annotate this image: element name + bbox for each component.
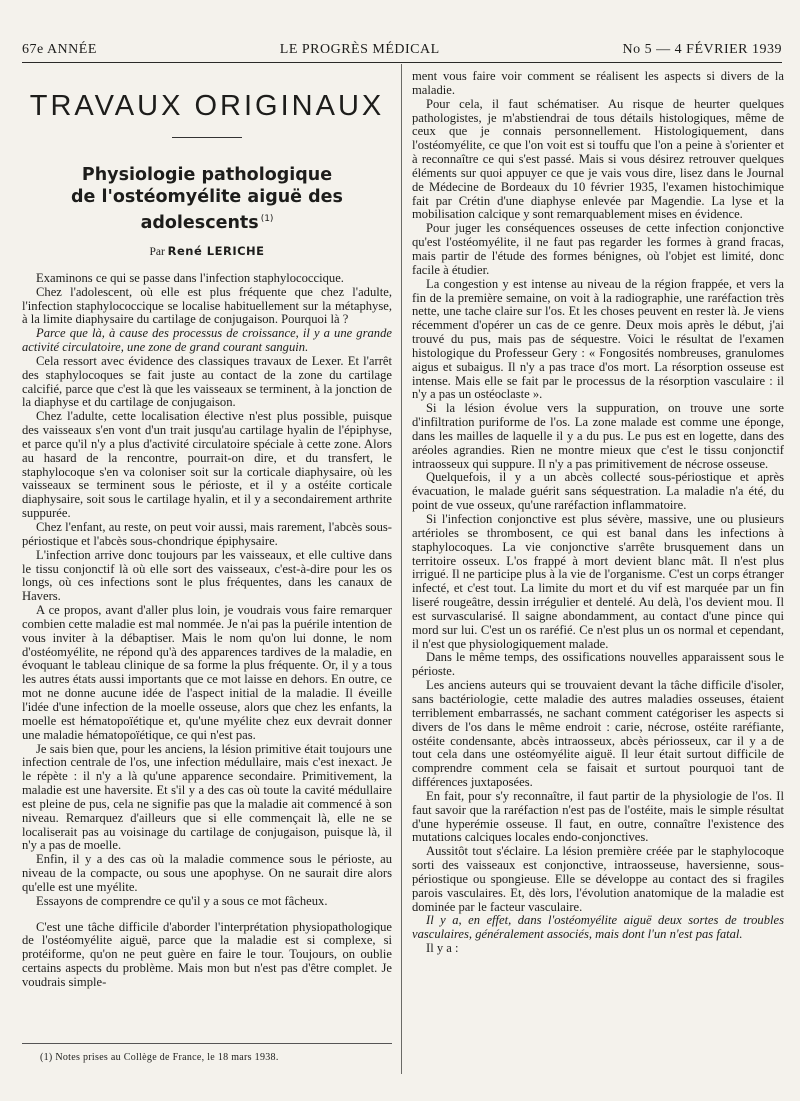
paragraph: Chez l'adulte, cette localisation élective n'est plus possible, puisque des vaisseaux s'en vont d'un trait jusqu'au cartilage hyalin de l'épiphyse, et parce qu'il n'y a plus d'activité circulatoire spéciale à cette zone. Alors au hasard de la rencontre, pourrait-on dire, et du transfert, le staphylocoque s'en va coloniser soit sur la corticale diaphysaire, où les vaisseaux se terminent sous le périoste, et il y a ostéite corticale diaphysaire, soit sous le cartilage hyalin, et il y a secondairement arthrite suppurée. (22, 409, 392, 521)
header-issue-date: No 5 — 4 FÉVRIER 1939 (622, 42, 782, 57)
paragraph: La congestion y est intense au niveau de la région frappée, et vers la fin de la première semaine, on voit à la radiographie, une raréfaction très nette, une tache claire sur l'os. Et les choses peuvent en rester là. Je viens récemment d'opérer un cas de ce genre. Deux mois après le début, j'ai trouvé du pus, mais pas de séquestre. Voici le résultat de l'examen histologique du Professeur Gery : « Fongosités nombreuses, granulomes aigus et subaigus. Il n'y a pas trace d'os mort. La résorption osseuse est intense. Mais elle se fait par le processus de la résorption vasculaire : il n'y a pas un ostéoclaste ». (412, 276, 784, 402)
footnote-ref: (1) (260, 214, 274, 224)
paragraph: Chez l'adolescent, où elle est plus fréquente que chez l'adulte, l'infection staphylococcique se localise habituellement sur la métaphyse, à la limite diaphysaire du cartilage de conjugaison. Pourquoi là ? (22, 284, 392, 327)
byline-author: René LERICHE (167, 243, 265, 258)
paragraph: Examinons ce qui se passe dans l'infection staphylococcique. (36, 270, 344, 285)
section-heading: TRAVAUX ORIGINAUX (29, 90, 385, 122)
paragraph: Si la lésion évolue vers la suppuration, on trouve une sorte d'infiltration puriforme de l'os. La zone malade est comme une éponge, dans les mailles de laquelle il y a du pus. Le pus est en logette, dans des aréoles agrandies. Rien ne montre mieux que c'est le tissu conjonctif intraosseux qui suppure. Il n'y a pas primitivement de nécrose osseuse. (412, 401, 784, 471)
footnote-rule (22, 1043, 392, 1044)
paragraph: Il y a, en effet, dans l'ostéomyélite aiguë deux sortes de troubles vasculaires, généralement associés, mais dont l'un n'est pas fatal. (412, 913, 784, 942)
byline (22, 244, 392, 258)
paragraph: Aussitôt tout s'éclaire. La lésion première créée par le staphylocoque sorti des vaisseaux est conjonctive, intraosseuse, haversienne, sous-périostique ou spongieuse. Elle se développe au contact des si fragiles parois vasculaires. Et, dès lors, l'évolution anatomique de la maladie est dominée par le facteur vasculaire. (412, 844, 784, 914)
paragraph: L'infection arrive donc toujours par les vaisseaux, et elle cultive dans le tissu conjonctif là où elle sort des vaisseaux, c'est-à-dire pour les os longs, où ces infections sont le plus fréquentes, dans les canaux de Havers. (22, 547, 392, 604)
paragraph: En fait, pour s'y reconnaître, il faut partir de la physiologie de l'os. Il faut savoir que la raréfaction n'est pas de l'ostéite, mais le simple résultat d'une hyperémie osseuse. Il faut, en outre, connaître l'existence des mutations calciques locales endo-conjonctives. (412, 788, 784, 845)
paragraph: ment vous faire voir comment se réalisent les aspects si divers de la maladie. (412, 69, 784, 97)
column-divider (401, 64, 402, 1074)
paragraph: Dans le même temps, des ossifications nouvelles apparaissent sous le périoste. (412, 650, 784, 679)
header-journal-title: LE PROGRÈS MÉDICAL (279, 42, 440, 57)
article-title-line-2: de l'ostéomyélite aiguë des adolescents $^{(1)}$ (71, 187, 343, 233)
running-header (22, 42, 782, 58)
byline-prefix: Par (149, 245, 165, 258)
article-title (22, 164, 392, 234)
paragraph: Chez l'enfant, au reste, on peut voir aussi, mais rarement, l'abcès sous-périostique et l'abcès sous-chondrique épiphysaire. (22, 520, 392, 548)
paragraph: Quelquefois, il y a un abcès collecté sous-périostique et après évacuation, le malade guérit sans séquestration. La maladie n'a été, du point de vue osseux, qu'une raréfaction inflammatoire. (412, 470, 784, 513)
article-title-line-1: Physiologie pathologique (81, 165, 333, 185)
paragraph: Les anciens auteurs qui se trouvaient devant la tâche difficile d'isoler, sans bactériologie, cette maladie des autres maladies osseuses, étaient terriblement embarrassés, ne sachant comment catégoriser les aspects si divers de l'os dans le même endroit : carie, nécrose, ostéite raréfiante, ostéite condensante, abcès intraosseux, abcès périosseux, car il y a de tout cela dans une ostéomyélite aiguë. Il leur était surtout difficile de comprendre comment cela se faisait et surtout pourquoi tant de différences juxtaposées. (412, 678, 784, 790)
footnote: (1) Notes prises au Collège de France, le 18 mars 1938. (40, 1052, 279, 1063)
paragraph: Cela ressort avec évidence des classiques travaux de Lexer. Et l'arrêt des staphylocoques se fait juste au contact de la zone du cartilage calcifié, parce que c'est là que les vaisseaux se terminent, à la jonction de la diaphyse et du cartilage de conjugaison. (22, 353, 392, 410)
paragraph: Essayons de comprendre ce qu'il y a sous ce mot fâcheux. (36, 893, 328, 908)
header-volume: 67e ANNÉE (22, 42, 97, 57)
paragraph: C'est une tâche difficile d'aborder l'interprétation physiopathologique de l'ostéomyélite aiguë, parce que la maladie est si complexe, si protéiforme, qu'on ne peut guère en faire le tour. Toujours, on oublie certains aspects du problème. Mais mon but n'est pas d'être complet. Je voudrais simple- (22, 919, 392, 990)
section-rule (172, 137, 242, 138)
right-column (412, 70, 784, 956)
paragraph: A ce propos, avant d'aller plus loin, je voudrais vous faire remarquer combien cette maladie est mal nommée. Je n'ai pas la puérile intention de vous inviter à la débaptiser. Mais le nom qu'on lui donne, le nom d'ostéomyélite, ne répond qu'à des apparences tardives de la maladie, en évoquant le tableau clinique de sa forme la plus fréquente. Or, il y a tous les autres états aussi importants que ce mot laisse en dehors. En outre, ce mot ne donne aucune idée de l'aspect initial de la maladie. Il éveille l'idée d'une infection de la moelle osseuse, alors que chez les enfants, la moelle est hématopoïétique et, qu'une myélite chez eux devrait donner une maladie hématopoïétique, ce qui n'est pas. (22, 603, 392, 742)
paragraph: Je sais bien que, pour les anciens, la lésion primitive était toujours une infection centrale de l'os, une infection médullaire, mais c'est inexact. Je le répète : il n'y a là qu'une apparence secondaire. Primitivement, la maladie est une haversite. Et s'il y a des cas où toute la cavité médullaire est pleine de pus, cela ne signifie pas que la maladie ait commencé à son niveau. Remarquez d'ailleurs que si elle commençait là, elle ne se localiserait pas au voisinage du cartilage de conjugaison, puisque là, il n'y a pas de moelle. (22, 741, 392, 853)
left-column (22, 70, 392, 990)
paragraph: Si l'infection conjonctive est plus sévère, massive, une ou plusieurs artérioles se thrombosent, ce qui est banal dans les infections à staphylocoques. La vie conjonctive s'arrête brusquement dans un territoire osseux. L'os frappé à mort devient blanc mât. Il n'est plus irrigué. Il ne participe plus à la vie de l'organisme. C'est un corps étranger infecté, et c'est tout. La limite du mort et du vif est marquée par un fin liseré rougeâtre, dessin irrégulier et dentelé. Au delà, l'os devient mou. Il est survascularisé. Il saigne abondamment, au contact d'une pince qui mord sur lui. C'est un os raréfié. Ce n'est plus un os normal et cependant, il n'est que physiologiquement malade. (412, 512, 784, 651)
paragraph: Parce que là, à cause des processus de croissance, il y a une grande activité circulatoire, une zone de grand courant sanguin. (22, 326, 392, 355)
paragraph: Pour juger les conséquences osseuses de cette infection conjonctive qu'est l'ostéomyélite, il ne faut pas regarder les formes à grand fracas, mais partir de l'étude des formes bénignes, où l'objet est limité, donc facile à étudier. (412, 221, 784, 277)
paragraph: Pour cela, il faut schématiser. Au risque de heurter quelques pathologistes, je m'abstiendrai de tous détails histologiques, même de ceux que je connais personnellement. Histologiquement, dans l'ostéomyélite, ce que l'on voit est si touffu que l'on a peine à s'orienter et à reconnaître ce qui s'est passé. Mais si vous désirez retrouver quelques éléments sur quoi appuyer ce que je vais vous dire, lisez dans le Journal de Médecine de Bordeaux du 10 février 1935, l'examen histochimique fait par Crétin d'une diaphyse enlevée par Magendie. La lyse et la mobilisation calcique y sont remarquablement mises en évidence. (412, 96, 784, 222)
paragraph: Il y a : (426, 941, 459, 956)
paragraph: Enfin, il y a des cas où la maladie commence sous le périoste, au niveau de la compacte, ou sous une apophyse. On ne saurait dire alors qu'elle est une myélite. (22, 852, 392, 894)
header-rule (22, 62, 782, 63)
